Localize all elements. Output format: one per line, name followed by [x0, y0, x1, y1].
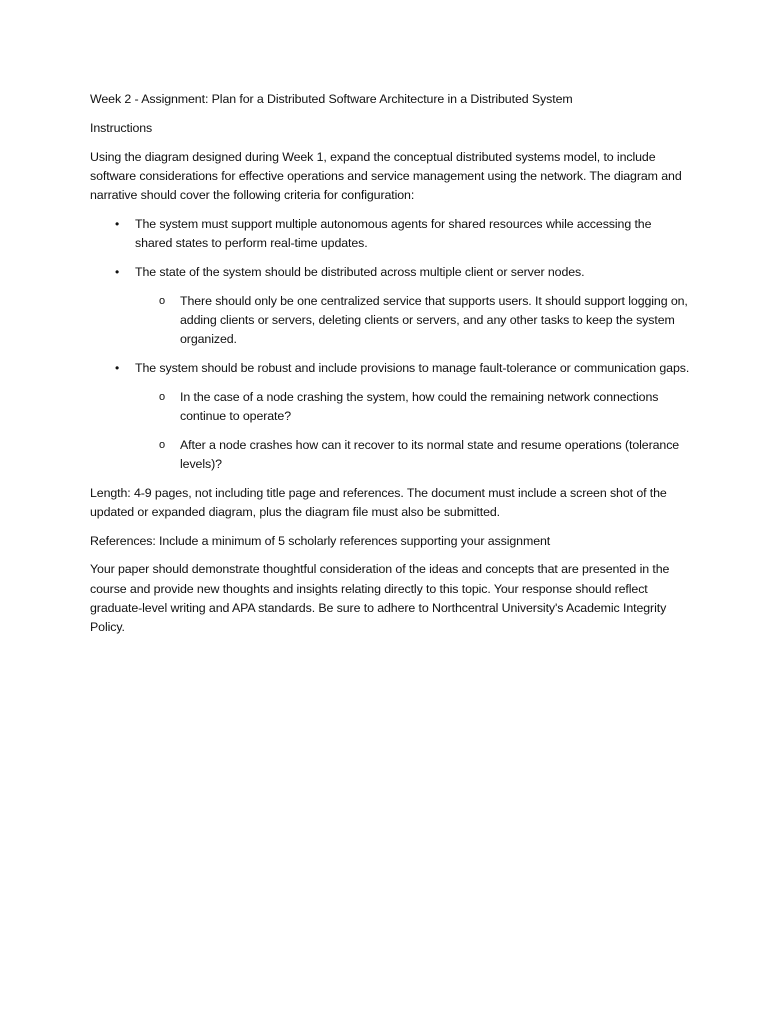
list-item-text: The system must support multiple autonomous agents for shared resources while accessing the shared states to perform real-time updates.: [135, 216, 652, 250]
sub-list-item: [135, 388, 690, 426]
list-item-text: The state of the system should be distributed across multiple client or server nodes.: [135, 264, 585, 279]
sub-list-item: [135, 292, 690, 350]
sub-list: [135, 388, 690, 474]
sub-list-item-text: After a node crashes how can it recover to its normal state and resume operations (tolerance levels)?: [180, 437, 680, 471]
references-requirement: References: Include a minimum of 5 scholarly references supporting your assignment: [90, 533, 551, 548]
list-item: [90, 215, 690, 253]
bullet-icon: •: [114, 264, 120, 279]
hollow-bullet-icon: o: [158, 438, 166, 451]
bullet-icon: •: [114, 360, 120, 375]
length-requirement: Length: 4-9 pages, not including title page and references. The document must include a screen shot of the updated or expanded diagram, plus the diagram file must also be submitted.: [90, 485, 667, 519]
document-page: [90, 90, 690, 647]
intro-paragraph: Using the diagram designed during Week 1, expand the conceptual distributed systems model, to include software considerations for effective operations and service management using the network. The diagram and narrative should cover the following criteria for configuration:: [90, 149, 682, 202]
instructions-heading: Instructions: [90, 120, 153, 135]
hollow-bullet-icon: o: [158, 294, 166, 307]
sub-list-item-text: There should only be one centralized service that supports users. It should support logging on, adding clients or servers, deleting clients or servers, and any other tasks to keep the system organized.: [180, 293, 688, 346]
document-title: Week 2 - Assignment: Plan for a Distributed Software Architecture in a Distributed System: [90, 92, 573, 106]
list-item: [90, 263, 690, 349]
criteria-list: [90, 215, 690, 474]
sub-list: [135, 292, 690, 350]
hollow-bullet-icon: o: [158, 390, 166, 403]
sub-list-item: [135, 436, 690, 474]
sub-list-item-text: In the case of a node crashing the system, how could the remaining network connections continue to operate?: [180, 389, 659, 423]
closing-paragraph: Your paper should demonstrate thoughtful consideration of the ideas and concepts that are presented in the course and provide new thoughts and insights relating directly to this topic. Your response should reflect graduate-level writing and APA standards. Be sure to adhere to Northcentral University's Academic Integrity Policy.: [90, 562, 670, 634]
list-item-text: The system should be robust and include provisions to manage fault-tolerance or communication gaps.: [135, 360, 690, 375]
bullet-icon: •: [114, 216, 120, 231]
list-item: [90, 359, 690, 474]
